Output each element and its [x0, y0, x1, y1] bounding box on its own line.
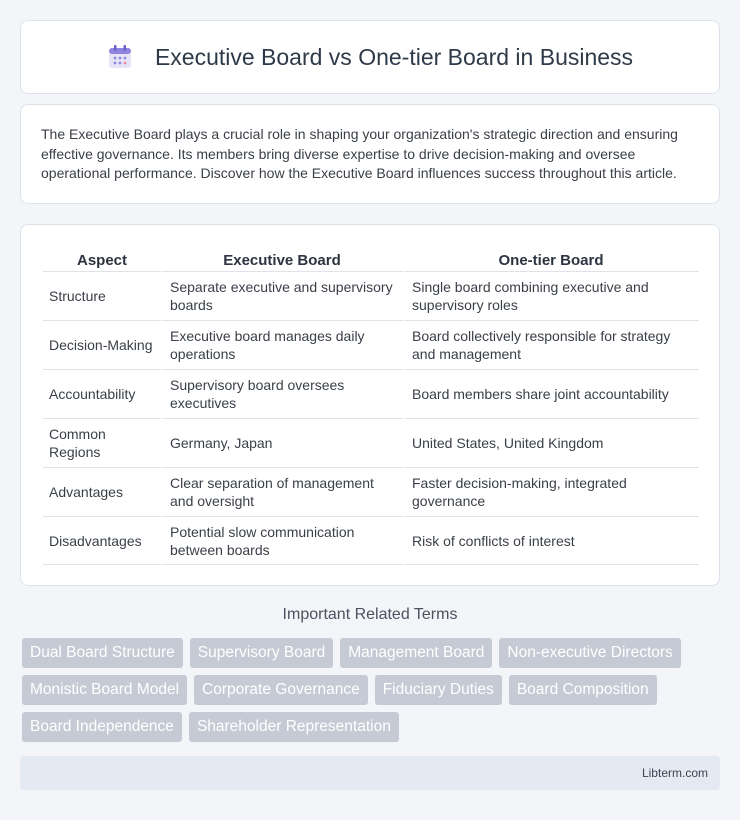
header-aspect: Aspect	[76, 251, 128, 269]
table-row	[43, 418, 699, 467]
table-cell: Separate executive and supervisory boards	[161, 271, 403, 320]
table-cell: Faster decision-making, integrated governance	[403, 467, 699, 516]
table-cell: Executive board manages daily operations	[161, 320, 403, 369]
intro-card	[20, 104, 720, 204]
header-executive-board: Executive Board	[223, 251, 341, 269]
title-card	[20, 20, 720, 94]
table-row	[43, 467, 699, 516]
intro-text: The Executive Board plays a crucial role in shaping your organization's strategic direction and ensuring effective governance. Its members bring diverse expertise to drive decision-making and oversee operational performance. Discover how the Executive Board influences success throughout this article.	[41, 126, 678, 181]
table-cell: Board collectively responsible for strategy and management	[403, 320, 699, 369]
related-terms-title: Important Related Terms	[282, 606, 458, 623]
table-cell: Board members share joint accountability	[403, 369, 699, 418]
related-terms-tags	[22, 638, 722, 749]
table-cell: Risk of conflicts of interest	[403, 516, 699, 565]
tag-corporate-governance[interactable]: Corporate Governance	[194, 675, 368, 705]
comparison-table	[43, 245, 699, 565]
table-cell: Germany, Japan	[161, 418, 403, 467]
table-row	[43, 369, 699, 418]
footer	[20, 756, 720, 790]
tag-board-independence[interactable]: Board Independence	[22, 712, 182, 742]
header-one-tier-board: One-tier Board	[498, 251, 604, 269]
tag-dual-board-structure[interactable]: Dual Board Structure	[22, 638, 183, 668]
table-row	[43, 320, 699, 369]
table-cell: Single board combining executive and supervisory roles	[403, 271, 699, 320]
page-title: Executive Board vs One-tier Board in Business	[154, 43, 634, 70]
comparison-card	[20, 224, 720, 586]
table-cell: Clear separation of management and oversight	[161, 467, 403, 516]
tag-non-executive-directors[interactable]: Non-executive Directors	[499, 638, 680, 668]
tag-board-composition[interactable]: Board Composition	[509, 675, 657, 705]
calendar-icon	[107, 44, 133, 70]
table-header-row	[43, 245, 699, 271]
table-row	[43, 516, 699, 565]
table-cell: Decision-Making	[43, 320, 161, 369]
tag-supervisory-board[interactable]: Supervisory Board	[190, 638, 334, 668]
tag-monistic-board-model[interactable]: Monistic Board Model	[22, 675, 187, 705]
table-cell: Structure	[43, 271, 161, 320]
table-cell: Advantages	[43, 467, 161, 516]
table-cell: United States, United Kingdom	[403, 418, 699, 467]
table-cell: Accountability	[43, 369, 161, 418]
table-cell: Potential slow communication between boards	[161, 516, 403, 565]
tag-fiduciary-duties[interactable]: Fiduciary Duties	[375, 675, 502, 705]
footer-link[interactable]: Libterm.com	[641, 766, 708, 780]
table-cell: Disadvantages	[43, 516, 161, 565]
tag-shareholder-representation[interactable]: Shareholder Representation	[189, 712, 399, 742]
table-row	[43, 271, 699, 320]
table-cell: Supervisory board oversees executives	[161, 369, 403, 418]
tag-management-board[interactable]: Management Board	[340, 638, 492, 668]
table-cell: Common Regions	[43, 418, 161, 467]
